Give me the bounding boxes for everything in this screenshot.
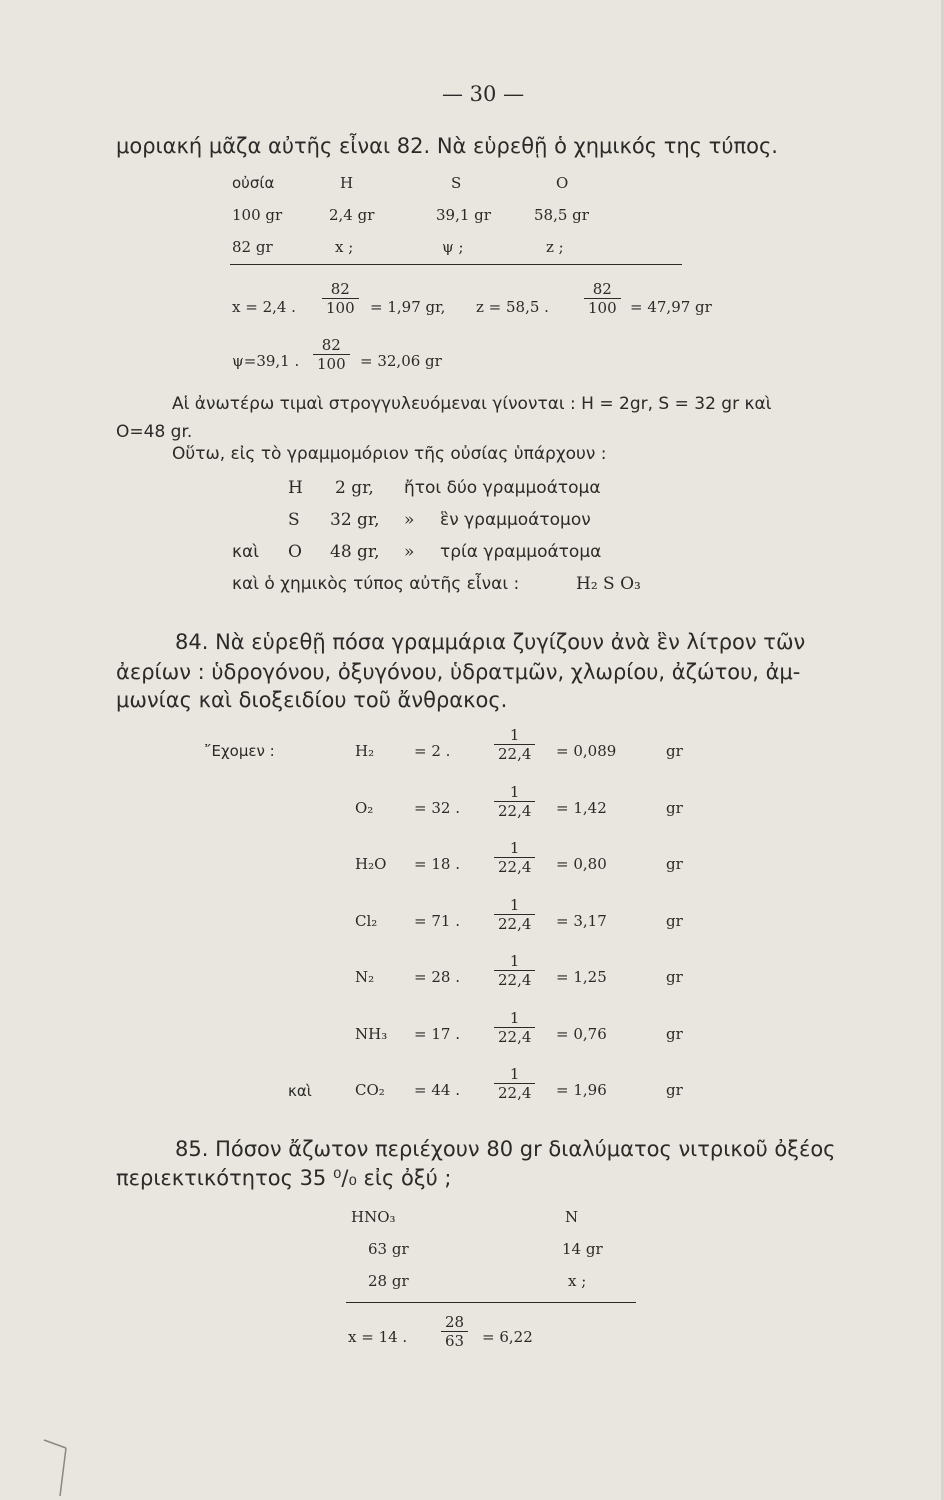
fraction-denominator: 22,4: [498, 745, 532, 763]
gas-unit: gr: [666, 968, 683, 986]
page-number: — 30 —: [442, 82, 525, 106]
fraction-numerator: 82: [322, 280, 359, 299]
gas-unit: gr: [666, 799, 683, 817]
fraction-numerator: 82: [584, 280, 621, 299]
fraction-denominator: 22,4: [498, 802, 532, 820]
gas-result: = 1,96: [556, 1081, 607, 1099]
fraction-denominator: 22,4: [498, 1028, 532, 1046]
problem-84-line-2: ἀερίων : ὑδρογόνου, ὀξυγόνου, ὑδρατμῶν, χλωρίου, ἀζώτου, ἀμ-: [116, 660, 801, 684]
problem-85-line-2: περιεκτικότητος 35 ⁰/₀ εἰς ὀξύ ;: [116, 1166, 452, 1190]
ditto-mark: »: [404, 510, 415, 530]
table-cell: 14 gr: [562, 1240, 603, 1258]
gas-multiplier: = 44 .: [414, 1081, 460, 1099]
gas-result: = 0,089: [556, 742, 617, 760]
gas-multiplier: = 2 .: [414, 742, 451, 760]
atom-symbol: O: [288, 542, 302, 562]
problem-84-line-3: μωνίας καὶ διοξειδίου τοῦ ἄνθρακος.: [116, 688, 508, 712]
table-cell: 63 gr: [368, 1240, 409, 1258]
psi-equation-left: ψ=39,1 .: [232, 352, 300, 370]
gas-fraction: [494, 783, 535, 820]
atom-mass: 32 gr,: [330, 510, 380, 530]
gas-fraction: [494, 726, 535, 763]
intro-line: μοριακή μᾶζα αὐτῆς εἶναι 82. Νὰ εὑρεθῇ ὁ χημικός της τύπος.: [116, 134, 778, 158]
fraction-denominator: 22,4: [498, 971, 532, 989]
atom-symbol: H: [288, 478, 303, 498]
formula-line: καὶ ὁ χημικὸς τύπος αὐτῆς εἶναι :: [232, 574, 520, 594]
fraction-denominator: 22,4: [498, 858, 532, 876]
table-cell: 2,4 gr: [329, 206, 375, 224]
z-fraction: [584, 280, 621, 317]
problem-85-line-1: 85. Πόσον ἄζωτον περιέχουν 80 gr διαλύματος νιτρικοῦ ὀξέος: [175, 1137, 836, 1161]
ditto-mark: »: [404, 542, 415, 562]
fraction-denominator: 100: [588, 299, 617, 317]
gas-fraction: [494, 896, 535, 933]
table-cell: 58,5 gr: [534, 206, 589, 224]
z-equation-right: = 47,97 gr: [630, 298, 712, 316]
table-header-n: N: [565, 1208, 579, 1226]
gas-result: = 3,17: [556, 912, 607, 930]
gas-unit: gr: [666, 1081, 683, 1099]
x-fraction: [322, 280, 359, 317]
table-underline: [230, 264, 682, 265]
table-header-o: O: [556, 174, 569, 192]
atom-mass: 48 gr,: [330, 542, 380, 562]
gas-multiplier: = 17 .: [414, 1025, 460, 1043]
gas-result: = 1,42: [556, 799, 607, 817]
gas-formula: H₂O: [355, 855, 387, 873]
table-cell: z ;: [546, 238, 564, 256]
pencil-mark: [36, 1430, 96, 1500]
table-cell: 100 gr: [232, 206, 283, 224]
gas-unit: gr: [666, 1025, 683, 1043]
gas-formula: Cl₂: [355, 912, 378, 930]
gas-fraction: [494, 952, 535, 989]
fraction-denominator: 100: [317, 355, 346, 373]
gas-formula: O₂: [355, 799, 374, 817]
fraction-denominator: 63: [445, 1332, 465, 1350]
gas-unit: gr: [666, 855, 683, 873]
gas-result: = 0,76: [556, 1025, 607, 1043]
gas-unit: gr: [666, 742, 683, 760]
gas-multiplier: = 28 .: [414, 968, 460, 986]
gas-result: = 0,80: [556, 855, 607, 873]
fraction-numerator: 1: [494, 896, 535, 915]
chemical-formula: H₂ S O₃: [576, 574, 641, 594]
psi-fraction: [313, 336, 350, 373]
atom-text: ἤτοι δύο γραμμοάτομα: [404, 478, 601, 498]
table-header-h: H: [340, 174, 354, 192]
table-cell: x ;: [335, 238, 354, 256]
fraction-numerator: 1: [494, 1065, 535, 1084]
x-equation-right: = 1,97 gr,: [370, 298, 446, 316]
fraction-numerator: 1: [494, 783, 535, 802]
gas-unit: gr: [666, 912, 683, 930]
fraction-denominator: 22,4: [498, 1084, 532, 1102]
gas-multiplier: = 18 .: [414, 855, 460, 873]
table-header-substance: οὐσία: [232, 174, 275, 192]
gas-multiplier: = 32 .: [414, 799, 460, 817]
final-equation-right: = 6,22: [482, 1328, 533, 1346]
rounded-values-line: Αἱ ἀνωτέρω τιμαὶ στρογγυλευόμεναι γίνονται : H = 2gr, S = 32 gr καὶ: [172, 394, 772, 414]
atom-text: τρία γραμμοάτομα: [440, 542, 602, 562]
fraction-numerator: 28: [441, 1313, 468, 1332]
gas-formula: NH₃: [355, 1025, 388, 1043]
fraction-numerator: 1: [494, 952, 535, 971]
table-header-hno3: HNO₃: [351, 1208, 396, 1226]
table-cell: 82 gr: [232, 238, 273, 256]
fraction-denominator: 100: [326, 299, 355, 317]
fraction-numerator: 1: [494, 1009, 535, 1028]
gas-fraction: [494, 839, 535, 876]
table-underline: [346, 1302, 636, 1303]
fraction-numerator: 82: [313, 336, 350, 355]
fraction-denominator: 22,4: [498, 915, 532, 933]
gas-fraction: [494, 1065, 535, 1102]
z-equation-left: z = 58,5 .: [476, 298, 549, 316]
gases-last-prefix: καὶ: [288, 1082, 312, 1100]
table-header-s: S: [451, 174, 462, 192]
rounded-values-line-2: O=48 gr.: [116, 422, 193, 442]
fraction-numerator: 1: [494, 839, 535, 858]
table-cell: ψ ;: [442, 238, 464, 256]
gas-formula: N₂: [355, 968, 375, 986]
atom-mass: 2 gr,: [335, 478, 374, 498]
table-cell: 39,1 gr: [436, 206, 491, 224]
final-fraction: [441, 1313, 468, 1350]
problem-84-line-1: 84. Νὰ εὑρεθῇ πόσα γραμμάρια ζυγίζουν ἀνὰ ἓν λίτρον τῶν: [175, 630, 806, 654]
x-equation-left: x = 2,4 .: [232, 298, 296, 316]
psi-equation-right: = 32,06 gr: [360, 352, 442, 370]
table-cell: x ;: [568, 1272, 587, 1290]
gases-intro: ῎Εχομεν :: [204, 742, 275, 760]
atom-symbol: S: [288, 510, 300, 530]
gram-molecule-intro: Οὕτω, εἰς τὸ γραμμομόριον τῆς οὐσίας ὑπάρχουν :: [172, 444, 607, 464]
gas-result: = 1,25: [556, 968, 607, 986]
final-equation-left: x = 14 .: [348, 1328, 408, 1346]
gas-formula: CO₂: [355, 1081, 385, 1099]
gas-multiplier: = 71 .: [414, 912, 460, 930]
gas-fraction: [494, 1009, 535, 1046]
atom-prefix: καὶ: [232, 542, 259, 562]
gas-formula: H₂: [355, 742, 375, 760]
table-cell: 28 gr: [368, 1272, 409, 1290]
atom-text: ἓν γραμμοάτομον: [440, 510, 591, 530]
fraction-numerator: 1: [494, 726, 535, 745]
